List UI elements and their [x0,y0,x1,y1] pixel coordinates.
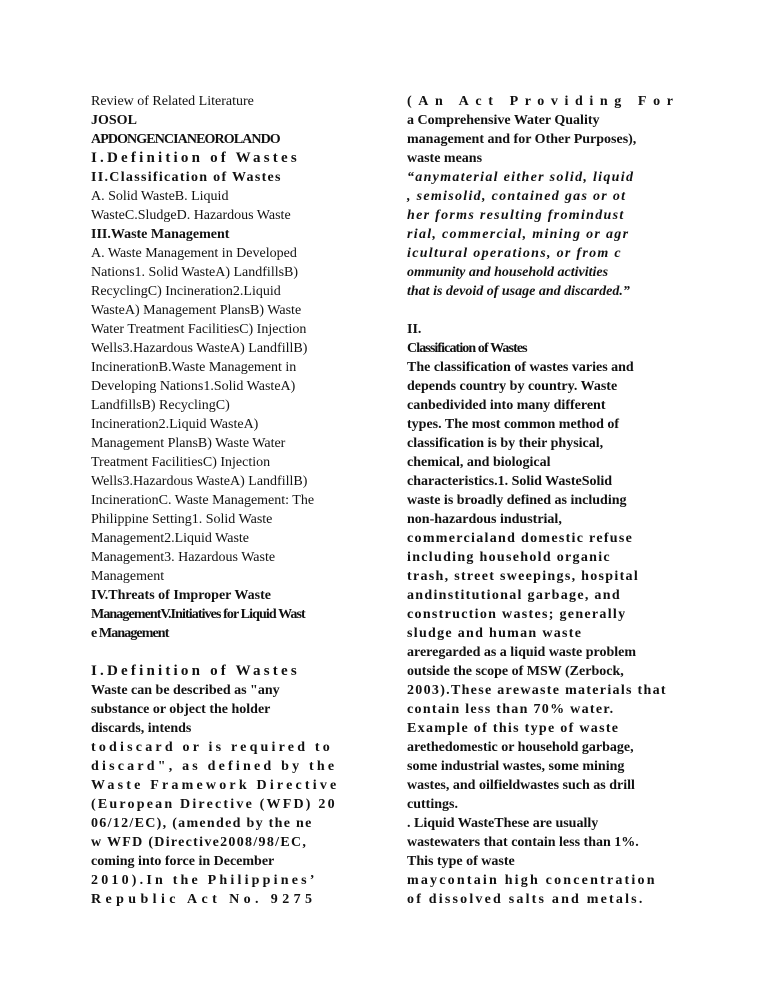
section-heading: I.Definition of Wastes [91,150,300,166]
text-line: canbedivided into many different [407,398,606,413]
section-heading: IV.Threats of Improper Waste [91,588,271,603]
text-line: WasteA) Management PlansB) Waste [91,303,302,318]
text-line: non-hazardous industrial, [407,512,562,527]
text-line: outside the scope of MSW (Zerbock, [407,664,624,679]
text-line: Wells3.Hazardous WasteA) LandfillB) [91,474,308,489]
text-line: Example of this type of waste [407,721,620,736]
text-line: (European Directive (WFD) 20 [91,797,337,812]
text-line: depends country by country. Waste [407,379,618,394]
right-column [407,92,707,909]
text-line: Review of Related Literature [91,94,254,109]
text-line: classification is by their physical, [407,436,604,451]
text-line: cuttings. [407,797,458,812]
quoted-definition: that is devoid of usage and discarded.” [407,284,630,299]
text-line: trash, street sweepings, hospital [407,569,640,584]
text-line: A. Waste Management in Developed [91,246,297,261]
text-line: coming into force in December [91,854,275,869]
text-line: todiscard or is required to [91,740,333,755]
text-line: andinstitutional garbage, and [407,588,621,603]
text-line: JOSOL [91,113,137,128]
text-line: RecyclingC) Incineration2.Liquid [91,284,281,299]
text-line: Waste can be described as "any [91,683,280,698]
text-line: Philippine Setting1. Solid Waste [91,512,273,527]
text-line: sludge and human waste [407,626,583,641]
text-line: APDONGENCIANEOROLANDO [91,132,280,147]
paragraph-gap [91,643,373,662]
quoted-definition: , semisolid, contained gas or ot [407,189,627,204]
text-line: 06/12/EC), (amended by the ne [91,816,313,831]
text-line: 2003).These arewaste materials that [407,683,667,698]
left-column [91,92,373,909]
quoted-definition: rial, commercial, mining or agr [407,227,630,242]
section-heading: II.Classification of Wastes [91,170,282,185]
text-line: LandfillsB) RecyclingC) [91,398,230,413]
text-line: of dissolved salts and metals. [407,892,645,907]
quoted-definition: her forms resulting fromindust [407,208,625,223]
section-heading: e Management [91,626,169,641]
section-heading: Classification of Wastes [407,341,527,356]
text-line: wastewaters that contain less than 1%. [407,835,639,850]
text-line: IncinerationC. Waste Management: The [91,493,315,508]
text-line: including household organic [407,550,611,565]
text-line: management and for Other Purposes), [407,132,637,147]
text-line: Republic Act No. 9275 [91,892,317,907]
text-line: discard", as defined by the [91,759,338,774]
text-line: Nations1. Solid WasteA) LandfillsB) [91,265,299,280]
quoted-definition: “anymaterial either solid, liquid [407,170,635,185]
text-line: types. The most common method of [407,417,620,432]
text-line: waste means [407,151,483,166]
text-line: wastes, and oilfieldwastes such as drill [407,778,635,793]
text-line: contain less than 70% water. [407,702,615,717]
text-line: chemical, and biological [407,455,551,470]
quoted-definition: icultural operations, or from c [407,246,622,261]
section-heading: III.Waste Management [91,227,230,242]
text-line: WasteC.SludgeD. Hazardous Waste [91,208,291,223]
text-line: characteristics.1. Solid WasteSolid [407,474,613,489]
text-line: waste is broadly defined as including [407,493,627,508]
text-line: Management PlansB) Waste Water [91,436,286,451]
text-line: construction wastes; generally [407,607,627,622]
text-line: The classification of wastes varies and [407,360,634,375]
text-line: Management2.Liquid Waste [91,531,250,546]
text-line: maycontain high concentration [407,873,657,888]
text-line: Management [91,569,165,584]
text-line: some industrial wastes, some mining [407,759,625,774]
quoted-definition: ommunity and household activities [407,265,609,280]
text-line: Incineration2.Liquid WasteA) [91,417,259,432]
text-line: discards, intends [91,721,192,736]
text-line: Treatment FacilitiesC) Injection [91,455,271,470]
text-line: areregarded as a liquid waste problem [407,645,637,660]
text-line: A. Solid WasteB. Liquid [91,189,229,204]
text-line: w WFD (Directive2008/98/EC, [91,835,308,850]
text-line: IncinerationB.Waste Management in [91,360,297,375]
text-line: (An Act Providing For [407,94,680,109]
text-line: arethedomestic or household garbage, [407,740,634,755]
text-line: Waste Framework Directive [91,778,340,793]
text-line: Wells3.Hazardous WasteA) LandfillB) [91,341,308,356]
text-line: Developing Nations1.Solid WasteA) [91,379,296,394]
paragraph-gap [407,301,707,320]
text-line: commercialand domestic refuse [407,531,634,546]
text-line: This type of waste [407,854,515,869]
text-line: a Comprehensive Water Quality [407,113,600,128]
section-heading: II. [407,322,422,337]
text-line: substance or object the holder [91,702,271,717]
section-heading: I.Definition of Wastes [91,663,300,679]
text-line: . Liquid WasteThese are usually [407,816,599,831]
text-line: Management3. Hazardous Waste [91,550,276,565]
section-heading: ManagementV.Initiatives for Liquid Wast [91,607,305,622]
text-line: Water Treatment FacilitiesC) Injection [91,322,307,337]
text-line: 2010).In the Philippines’ [91,873,318,888]
